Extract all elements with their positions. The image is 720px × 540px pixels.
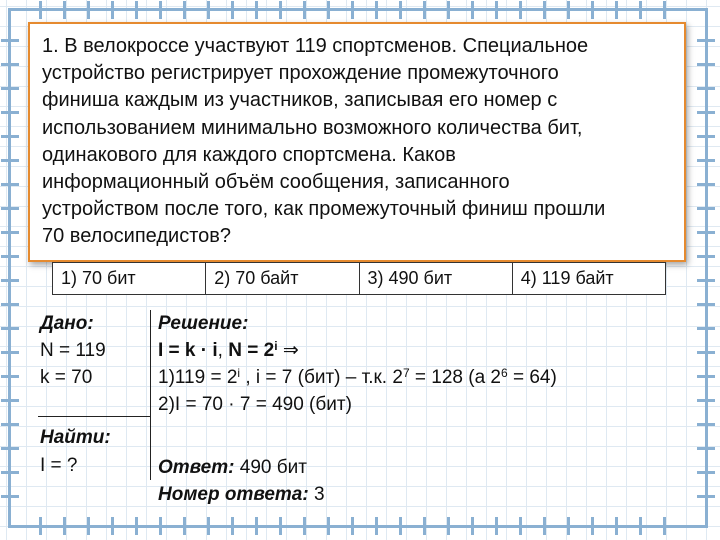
formula-information: I = k · i: [158, 340, 218, 361]
answer-number-line: [158, 481, 325, 508]
answer-option-2[interactable]: 2) 70 байт: [206, 263, 359, 294]
step1-part: = 64): [507, 367, 557, 388]
answer-line: [158, 454, 325, 481]
answer-option-3[interactable]: 3) 490 бит: [360, 263, 513, 294]
step1-exp: 7: [402, 366, 410, 380]
given-line: k = 70: [40, 367, 93, 388]
solution-step-2: 2)I = 70 · 7 = 490 (бит): [158, 394, 352, 415]
given-header: Дано:: [40, 313, 94, 334]
vertical-divider: [150, 310, 151, 480]
step1-part: , i = 7 (бит) – т.к. 2: [240, 367, 403, 388]
find-block: [40, 424, 111, 480]
frame-ticks-right: [697, 33, 715, 503]
question-line: 1. В велокроссе участвуют 119 спортсменов. Специальное: [42, 35, 589, 57]
answer-number-value: 3: [308, 484, 325, 505]
formula-exponent: i: [274, 339, 278, 353]
given-line: N = 119: [40, 340, 106, 361]
question-line: использованием минимально возможного количества бит,: [42, 116, 583, 139]
step1-exp: i: [237, 366, 241, 380]
answer-option-1[interactable]: 1) 70 бит: [53, 263, 206, 294]
solution-formula: [158, 337, 557, 364]
question-line: финиша каждым из участников, записывая его номер с: [42, 89, 558, 112]
frame-ticks-top: [33, 1, 683, 19]
solution-step-1: [158, 364, 557, 391]
question-line: одинакового для каждого спортсмена. Каков: [42, 143, 456, 166]
question-line: устройством после того, как промежуточный финиш прошли: [42, 198, 606, 221]
frame-ticks-bottom: [33, 517, 683, 535]
find-header: Найти:: [40, 427, 111, 448]
formula-separator: ,: [217, 340, 229, 361]
step1-exp: 6: [501, 366, 508, 380]
solution-header: Решение:: [158, 313, 249, 334]
question-line: устройство регистрирует прохождение промежуточного: [42, 62, 559, 85]
answer-label: Ответ:: [158, 457, 235, 478]
answer-option-4[interactable]: 4) 119 байт: [520, 268, 614, 288]
frame-ticks-left: [1, 33, 19, 503]
answer-block: [158, 454, 325, 508]
answer-number-label: Номер ответа:: [158, 484, 309, 505]
implies-icon: ⇒: [282, 340, 299, 361]
horizontal-divider: [38, 416, 150, 417]
question-line: 70 велосипедистов?: [42, 225, 232, 248]
given-block: [40, 310, 150, 391]
formula-hartley: N = 2: [228, 340, 275, 361]
find-value: I = ?: [40, 455, 78, 476]
question-line: информационный объём сообщения, записанного: [42, 171, 510, 194]
answer-options-table: [52, 262, 666, 295]
question-box: [28, 22, 686, 262]
answer-value: 490 бит: [234, 457, 307, 478]
step1-part: 1)119 = 2: [158, 367, 238, 388]
step1-part: = 128 (а 2: [409, 367, 501, 388]
solution-block: [158, 310, 557, 418]
